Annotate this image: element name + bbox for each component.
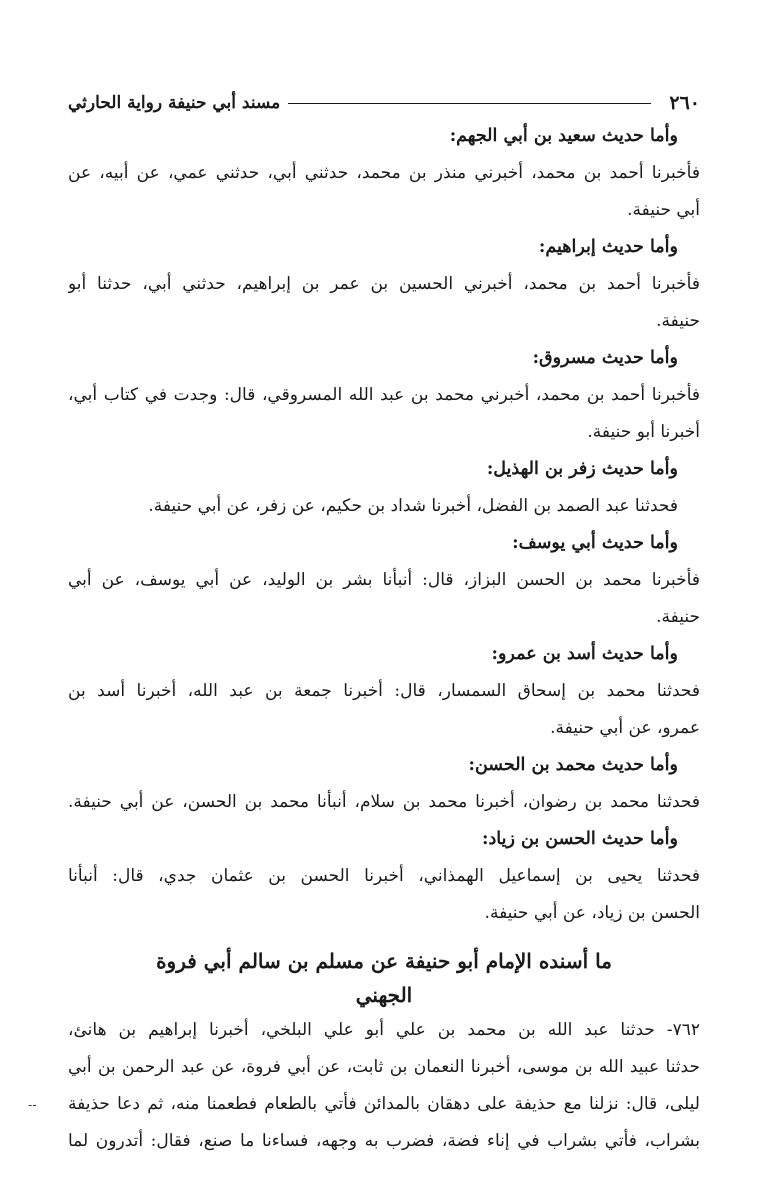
section-title-line: الجهني — [355, 983, 413, 1007]
text-line: أخبرنا أبو حنيفة. — [587, 422, 700, 442]
text-line: فأخبرنا أحمد بن محمد، أخبرني منذر بن محمد، حدثني أبي، حدثني عمي، عن أبيه، عن — [68, 163, 700, 183]
chapter-heading: وأما حديث محمد بن الحسن: — [468, 755, 678, 775]
chapter-heading: وأما حديث أبي يوسف: — [512, 533, 678, 553]
text-line: فحدثنا يحيى بن إسماعيل الهمذاني، أخبرنا الحسن بن عثمان جدي، قال: أنبأنا — [68, 866, 700, 886]
chapter-heading: وأما حديث أسد بن عمرو: — [491, 644, 678, 664]
text-line: ٧٦٢- حدثنا عبد الله بن محمد بن علي أبو علي البلخي، أخبرنا إبراهيم بن هانئ، — [68, 1020, 700, 1040]
chapter-heading: وأما حديث إبراهيم: — [538, 237, 678, 257]
book-page — [68, 88, 700, 1160]
text-line: فحدثنا محمد بن رضوان، أخبرنا محمد بن سلام، أنبأنا محمد بن الحسن، عن أبي حنيفة. — [68, 792, 700, 812]
section-title-line: ما أسنده الإمام أبو حنيفة عن مسلم بن سالم أبي فروة — [156, 949, 612, 973]
chapter-heading: وأما حديث مسروق: — [532, 348, 678, 368]
text-line: فحدثنا عبد الصمد بن الفضل، أخبرنا شداد بن حكيم، عن زفر، عن أبي حنيفة. — [148, 496, 678, 516]
hadith-text — [68, 1012, 700, 1160]
text-line: حدثنا عبيد الله بن موسى، أخبرنا النعمان بن ثابت، عن أبي فروة، عن عبد الرحمن بن أبي — [68, 1057, 700, 1077]
text-line: فأخبرنا محمد بن الحسن البزاز، قال: أنبأنا بشر بن الوليد، عن أبي يوسف، عن أبي — [68, 570, 700, 590]
page-number: ٢٦٠ — [669, 92, 700, 114]
chapter-heading: وأما حديث الحسن بن زياد: — [482, 829, 678, 849]
header-rule — [288, 103, 651, 104]
chapter-heading: وأما حديث سعيد بن أبي الجهم: — [449, 126, 678, 146]
text-line: الحسن بن زياد، عن أبي حنيفة. — [484, 903, 700, 923]
text-line: ليلى، قال: نزلنا مع حذيفة على دهقان بالمدائن فأتي بالطعام فطعمنا منه، ثم دعا حذيفة — [68, 1094, 700, 1114]
text-line: فأخبرنا أحمد بن محمد، أخبرني محمد بن عبد الله المسروقي، قال: وجدت في كتاب أبي، — [68, 385, 700, 405]
text-line: فأخبرنا أحمد بن محمد، أخبرني الحسين بن عمر بن إبراهيم، حدثني أبي، حدثنا أبو — [68, 274, 700, 294]
section-title — [68, 944, 700, 1012]
book-title: مسند أبي حنيفة رواية الحارثي — [68, 93, 281, 113]
narration-lines — [68, 118, 700, 932]
chapter-heading: وأما حديث زفر بن الهذيل: — [486, 459, 678, 479]
text-line: فحدثنا محمد بن إسحاق السمسار، قال: أخبرنا جمعة بن عبد الله، أخبرنا أسد بن — [68, 681, 700, 701]
text-line: حنيفة. — [656, 607, 700, 627]
text-line: أبي حنيفة. — [627, 200, 700, 220]
text-line: عمرو، عن أبي حنيفة. — [550, 718, 700, 738]
margin-mark: -- — [28, 1098, 37, 1112]
text-line: حنيفة. — [656, 311, 700, 331]
running-head — [68, 88, 700, 118]
text-line: بشراب، فأتي بشراب في إناء فضة، فضرب به وجهه، فساءنا ما صنع، فقال: أتدرون لما — [68, 1131, 700, 1151]
